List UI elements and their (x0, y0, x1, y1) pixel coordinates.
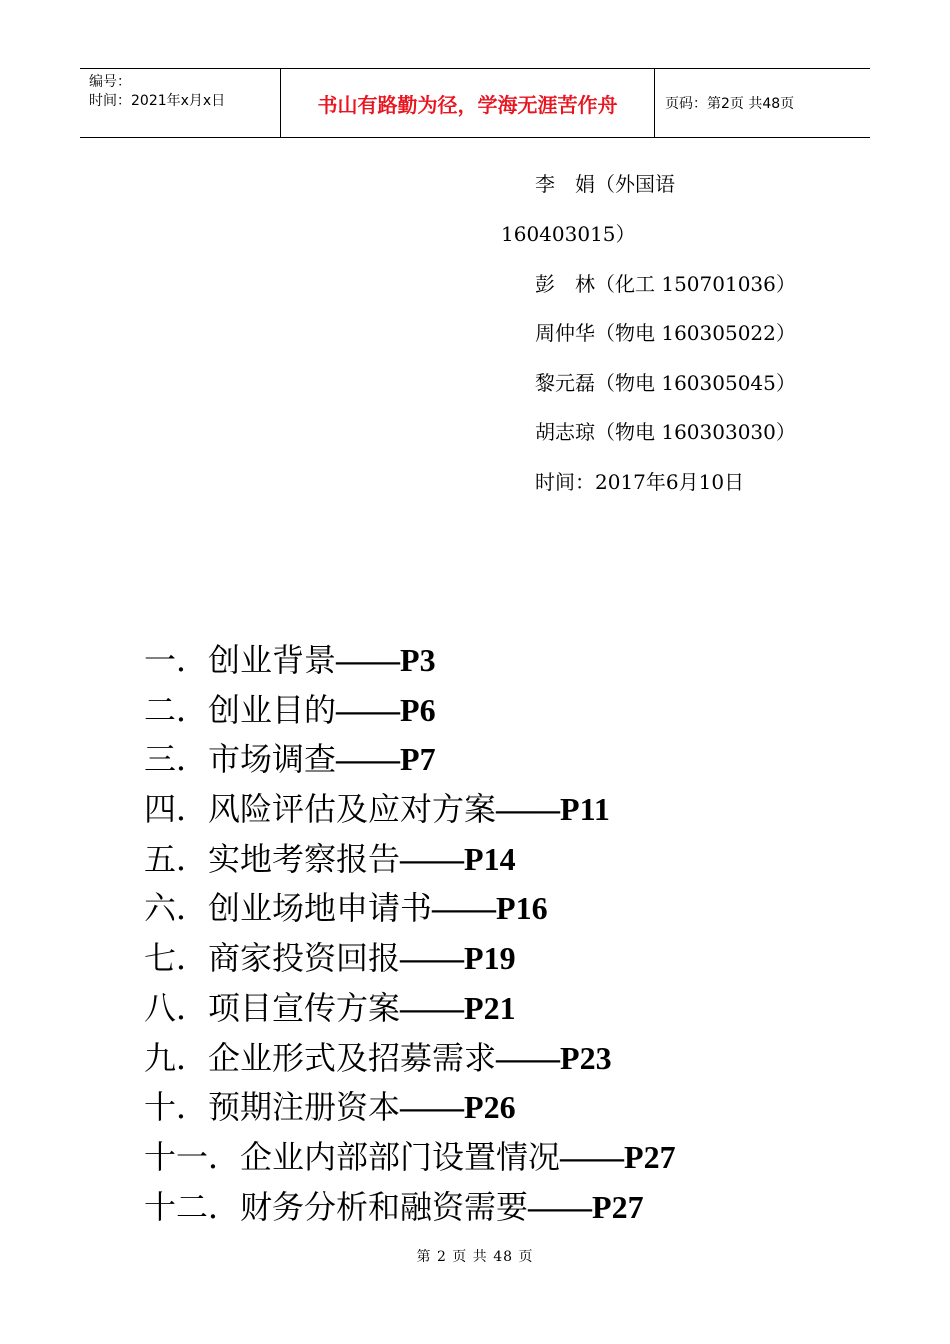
toc-item[interactable]: 三．市场调查——P7 (144, 740, 436, 779)
toc-item[interactable]: 十．预期注册资本——P26 (144, 1088, 516, 1127)
document-time: 时间：2021年x月x日 (89, 93, 226, 109)
page-header (80, 68, 870, 138)
toc-item[interactable]: 二．创业目的——P6 (144, 690, 436, 729)
report-date: 时间：2017年6月10日 (535, 470, 745, 494)
page-footer: 第 2 页 共 48 页 (416, 1249, 534, 1265)
toc-item[interactable]: 十二．财务分析和融资需要——P27 (144, 1187, 644, 1226)
document-number: 编号： (89, 74, 131, 90)
member-line: 彭 林（化工 150701036） (535, 272, 796, 296)
toc-item[interactable]: 一．创业背景——P3 (144, 641, 436, 679)
header-page-info: 页码：第2页 共48页 (665, 96, 795, 112)
toc-item[interactable]: 五．实地考察报告——P14 (144, 839, 516, 878)
toc-item[interactable]: 六．创业场地申请书——P16 (144, 889, 548, 928)
member-line-continued: 160403015） (501, 222, 636, 246)
member-line: 胡志琼（物电 160303030） (535, 420, 796, 444)
toc-item[interactable]: 十一．企业内部部门设置情况——P27 (144, 1137, 676, 1176)
toc-item[interactable]: 八．项目宣传方案——P21 (144, 988, 516, 1027)
toc-item[interactable]: 九．企业形式及招募需求——P23 (144, 1038, 612, 1077)
header-meta (80, 69, 281, 137)
member-line: 周仲华（物电 160305022） (535, 321, 796, 345)
header-motto-cell (281, 69, 655, 137)
member-line: 黎元磊（物电 160305045） (535, 371, 796, 395)
toc-item[interactable]: 七．商家投资回报——P19 (144, 939, 516, 978)
toc-item[interactable]: 四．风险评估及应对方案——P11 (144, 790, 610, 829)
member-line: 李 娟（外国语 (535, 172, 675, 196)
table-of-contents (144, 636, 676, 1232)
header-motto: 书山有路勤为径，学海无涯苦作舟 (317, 92, 618, 117)
